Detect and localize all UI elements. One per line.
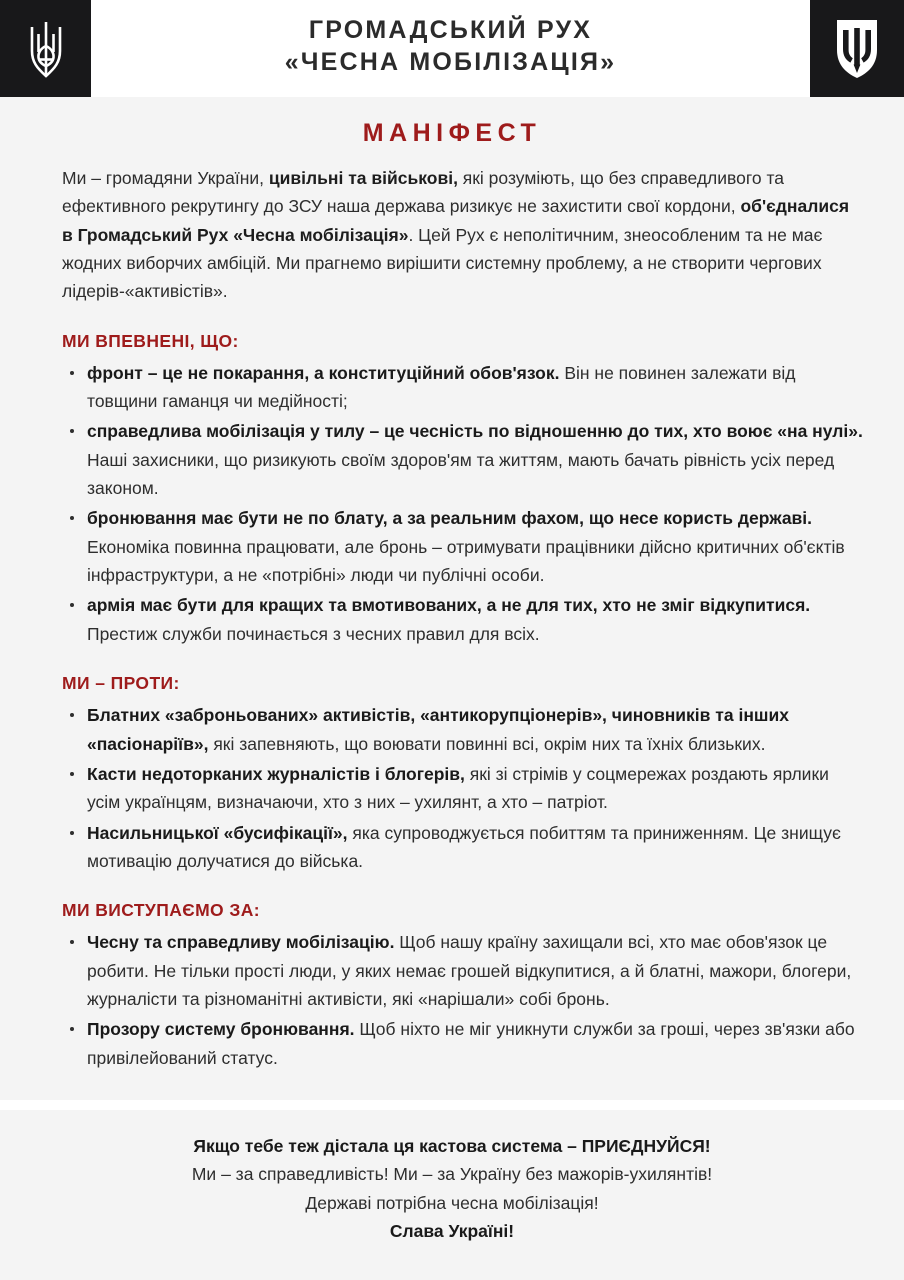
manifest-heading: МАНІФЕСТ (362, 119, 542, 147)
section-we-are-confident (62, 331, 864, 648)
list-item (62, 928, 864, 1013)
list-item-bold: Прозору систему бронювання. (87, 1019, 355, 1040)
page-header (0, 0, 904, 97)
list-item-text: Престиж служби починається з чесних правил для всіх. (87, 623, 540, 644)
list-item-bold: Чесну та справедливу мобілізацію. (87, 932, 395, 953)
list-item (62, 504, 864, 589)
footer-line-1: Якщо тебе теж дістала ця кастова система – ПРИЄДНУЙСЯ! (193, 1135, 711, 1156)
list-item (62, 417, 864, 502)
list-item-text: Щоб нашу країну захищали всі, хто має обов'язок це робити. Не тільки прості люди, у яких немає грошей відкупитися, а й блатні, мажори, блогери, журналісти та різноманітні активісти, які «нарішали» собі бронь. (87, 932, 852, 1009)
section-bullet-list (62, 359, 864, 648)
list-item-bold: фронт – це не покарання, а конституційний обов'язок. (87, 362, 560, 383)
footer-call-to-action (0, 1110, 904, 1271)
manifest-sheet (0, 97, 904, 1271)
list-item (62, 701, 864, 758)
list-item (62, 1015, 864, 1072)
section-heading: МИ ВИСТУПАЄМО ЗА: (62, 900, 260, 921)
list-item-bold: справедлива мобілізація у тилу – це чесність по відношенню до тих, хто воює «на нулі». (87, 421, 863, 442)
intro-text-3: . Цей Рух є неполітичним, знеособленим та не має жодних виборчих амбіцій. Ми прагнемо вирішити системну проблему, а не створити чергових лідерів-«активістів». (62, 224, 823, 302)
footer-line-4: Слава Україні! (389, 1220, 515, 1241)
page-title-line-2: «ЧЕСНА МОБІЛІЗАЦІЯ» (284, 47, 617, 76)
page-title-line-1: ГРОМАДСЬКИЙ РУХ (308, 16, 593, 44)
list-item-bold: армія має бути для кращих та вмотивованих, а не для тих, хто не зміг відкупитися. (87, 595, 811, 616)
ukraine-trident-outline-icon (0, 0, 91, 97)
list-item-text: Щоб ніхто не міг уникнути служби за гроші, через зв'язки або привілейований статус. (87, 1019, 855, 1068)
footer-line-3: Державі потрібна чесна мобілізація! (305, 1192, 599, 1213)
section-we-stand-for (62, 900, 864, 1072)
list-item (62, 760, 864, 817)
page-title (91, 0, 810, 97)
list-item-text: які запевняють, що воювати повинні всі, окрім них та їхніх близьких. (208, 733, 766, 754)
intro-paragraph (62, 164, 864, 306)
intro-bold-1: цивільні та військові, (268, 168, 458, 188)
section-heading: МИ – ПРОТИ: (62, 673, 180, 694)
content-bottom-spacer (62, 1074, 864, 1100)
section-bullet-list (62, 928, 864, 1072)
list-item-text: Економіка повинна працювати, але бронь – отримувати працівники дійсно критичних об'єктів інфраструктури, а не «потрібні» люди чи публічні особи. (87, 536, 845, 586)
footer-line-2: Ми – за справедливість! Ми – за Україну без мажорів-ухилянтів! (191, 1164, 713, 1185)
list-item-bold: Насильницької «бусифікації», (87, 822, 348, 843)
list-item (62, 819, 864, 876)
list-item (62, 359, 864, 416)
list-item-text: Наші захисники, що ризикують своїм здоров'ям та життям, мають бачать рівність усіх перед законом. (87, 449, 835, 499)
manifest-content (0, 164, 904, 1100)
list-item-bold: Блатних «заброньованих» активістів, «антикорупціонерів», чиновників та інших «пасіонаріїв», (87, 705, 789, 754)
armed-forces-shield-trident-icon (810, 0, 904, 97)
intro-text-2: які розуміють, що без справедливого та ефективного рекрутингу до ЗСУ наша держава ризикує не захистити свої кордони, (62, 168, 785, 217)
list-item-text: які зі стрімів у соцмережах роздають ярлики усім українцям, визначаючи, хто з них – ухилянт, а хто – патріот. (87, 763, 829, 813)
list-item (62, 591, 864, 648)
footer-separator (0, 1100, 904, 1110)
intro-bold-2: об'єдналися в Громадський Рух «Чесна мобілізація» (62, 196, 850, 245)
section-heading: МИ ВПЕВНЕНІ, ЩО: (62, 330, 239, 351)
list-item-bold: Касти недоторканих журналістів і блогерів, (87, 763, 465, 784)
list-item-bold: бронювання має бути не по блату, а за реальним фахом, що несе користь державі. (87, 508, 813, 529)
list-item-text: Він не повинен залежати від товщини гаманця чи медійності; (87, 362, 796, 412)
list-item-text: яка супроводжується побиттям та приниженням. Це знищує мотивацію долучатися до війська. (87, 822, 841, 871)
section-bullet-list (62, 701, 864, 875)
section-we-are-against (62, 673, 864, 875)
intro-text-1: Ми – громадяни України, (62, 168, 269, 188)
